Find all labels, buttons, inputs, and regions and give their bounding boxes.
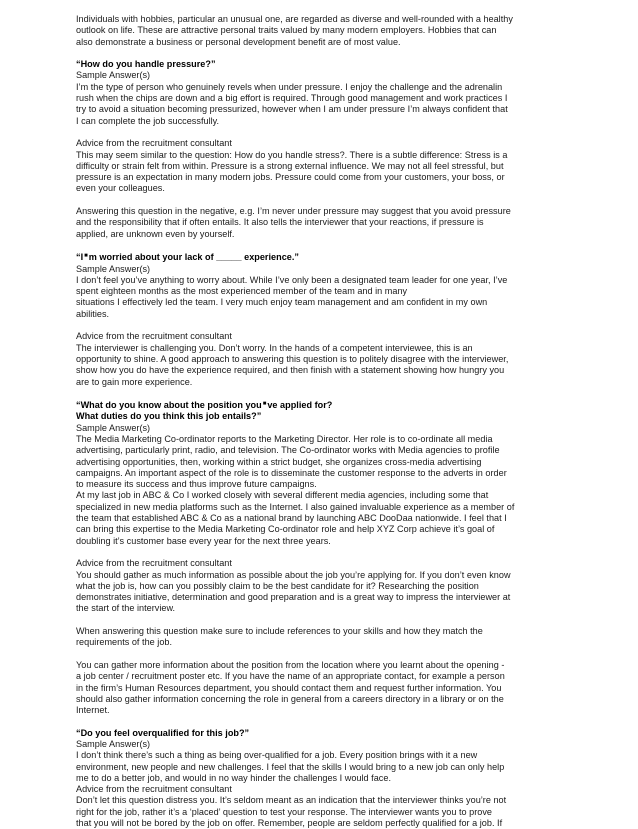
advice-extra-text [76,206,568,240]
text-line: the team that established ABC & Co as a national brand by launching ABC DooDaa nationwide. I feel that I [76,513,507,524]
text-line: You should gather as much information as possible about the job you’re applying for. If you don’t even know [76,569,511,580]
text-line: opportunity to shine. A good approach to answering this question is to politely disagree with the interviewer, [76,353,509,364]
text-line: Answering this question in the negative, e.g. I’m never under pressure may suggest that you avoid pressure [76,206,511,217]
advice-label-block [76,558,568,569]
text-line: the start of the interview. [76,603,176,614]
advice-label-block [76,138,568,149]
advice-label: Advice from the recruitment consultant [76,138,232,149]
text-line: environment, new people and new challenges. I feel that the skills I would bring to a new job can only help [76,761,505,772]
text-line: try to avoid a situation becoming pressurized, however when I am under pressure I’m always confident that [76,104,508,115]
text-line: specialized in new media platforms such as the Internet. I also gained invaluable experience as a member of [76,501,515,512]
text-line: Don’t let this question distress you. It’s seldom meant as an indication that the interviewer thinks you’re not [76,795,507,806]
question-heading: “How do you handle pressure?” [76,59,216,70]
text-line: pressure is an expectation in many modern jobs. Pressure could come from your customers, your boss, or [76,172,505,183]
advice-label: Advice from the recruitment consultant [76,558,232,569]
text-line: that you will not be bored by the job on offer. Remember, people are seldom perfectly qualified for a job. If [76,818,503,829]
text-line: I can complete the job successfully. [76,115,220,126]
advice-label-block [76,331,568,342]
text-line: also demonstrate a business or personal development benefit are of most value. [76,36,401,47]
question-lack-section [76,251,568,275]
text-line: even your colleagues. [76,183,165,194]
text-line: advertising, particularly print, radio, and television. The Co-ordinator works with Media agencies to profile [76,445,500,456]
text-line: to measure its success and thus improve future campaigns. [76,479,317,490]
advice-extra-text [76,660,568,716]
question-position-section [76,399,568,434]
text-line: I don’t think there’s such a thing as being over-qualified for a job. Every position brings with it a new [76,750,478,761]
text-line: I don’t feel you’ve anything to worry about. While I’ve only been a designated team leader for one year, I’ve [76,274,508,285]
text-line: difficulty or strain felt from within. Pressure is a strong external influence. We may not all feel stressful, but [76,160,504,171]
text-line: advertising opportunities, then, working within a strict budget, she organizes cross-media advertising [76,456,482,467]
sample-answer-text [76,275,568,320]
text-line: The Media Marketing Co-ordinator reports to the Marketing Director. Her role is to co-ordinate all media [76,433,493,444]
text-line: outlook on life. These are attractive personal traits valued by many modern employers. Hobbies that can [76,25,497,36]
question-pressure-section [76,59,568,82]
question-heading: “Do you feel overqualified for this job?” [76,727,250,738]
text-line: situations I effectively led the team. I very much enjoy team management and am confident in my own [76,297,488,308]
intro-paragraph [76,14,568,48]
text-line: requirements of the job. [76,637,173,648]
text-line: campaigns. An important aspect of the role is to disseminate the customer response to the adverts in order [76,467,507,478]
question-overqualified-section [76,728,568,751]
text-line: in the firm’s Human Resources department, you should contact them and request further information. You [76,682,502,693]
advice-text [76,150,568,195]
question-heading: “What do you know about the position you■ve applied for? [76,400,333,411]
text-line: can bring this expertise to the Media Marketing Co-ordinator role and help XYZ Corp achieve it’s goal of [76,524,495,535]
sample-answer-label: Sample Answer(s) [76,263,151,274]
sample-answer-text [76,750,568,784]
question-heading-line2: What duties do you think this job entails?” [76,411,262,422]
text-line: right for the job, rather it’s a ‘placed’ question to test your response. The interviewer wants you to prove [76,806,492,817]
missing-glyph-icon: ■ [262,401,267,408]
text-line: Internet. [76,705,110,716]
text-line: what the job is, how can you possibly claim to be the best candidate for it? Researching the position [76,580,479,591]
question-heading: “I■m worried about your lack of _____ experience.” [76,252,299,263]
advice-extra-text [76,626,568,649]
text-line: me to do a better job, and would in no way hinder the challenges I would face. [76,772,391,783]
text-line: The interviewer is challenging you. Don’t worry. In the hands of a competent interviewee, this is an [76,342,473,353]
text-line: and the responsibility that if often entails. It also tells the interviewer that your reactions, if pressure is [76,217,484,228]
text-line: show how you do have the experience required, and then finish with a statement showing how hungry you [76,365,505,376]
text-line: I’m the type of person who genuinely revels when under pressure. I enjoy the challenge and the adrenalin [76,81,503,92]
text-line: This may seem similar to the question: How do you handle stress?. There is a subtle difference: Stress is a [76,149,508,160]
text-line: a job center / recruitment poster etc. If you have the name of an appropriate contact, for example a person [76,671,505,682]
sample-answer-label: Sample Answer(s) [76,70,151,81]
text-line: Individuals with hobbies, particular an unusual one, are regarded as diverse and well-rounded with a healthy [76,14,513,24]
text-line: demonstrates initiative, determination and good preparation and is a great way to impress the interviewer at [76,592,511,603]
missing-glyph-icon: ■ [84,253,88,260]
sample-answer-label: Sample Answer(s) [76,422,151,433]
text-line: abilities. [76,308,110,319]
sample-answer-text [76,434,568,547]
advice-text [76,570,568,615]
advice-label-block [76,784,568,795]
text-line: applied, are unknown even by yourself. [76,228,235,239]
text-line: spent eighteen months as the most experienced member of the team and in many [76,286,408,297]
text-line: are to gain more experience. [76,376,193,387]
text-line: rush when the chips are down and a big effort is required. Through good management and work practices I [76,93,508,104]
text-line: You can gather more information about the position from the location where you learnt about the opening - [76,659,505,670]
text-line: At my last job in ABC & Co I worked closely with several different media agencies, including some that [76,490,489,501]
text-line: doubling it’s customer base every year for the next three years. [76,535,331,546]
advice-text [76,343,568,388]
advice-text [76,795,568,829]
text-line: should also gather information concerning the role in general from a careers directory in a library or on the [76,693,504,704]
sample-answer-label: Sample Answer(s) [76,739,151,749]
text-line: When answering this question make sure to include references to your skills and how they match the [76,626,483,637]
sample-answer-text [76,82,568,127]
advice-label: Advice from the recruitment consultant [76,331,232,342]
advice-label: Advice from the recruitment consultant [76,784,232,795]
